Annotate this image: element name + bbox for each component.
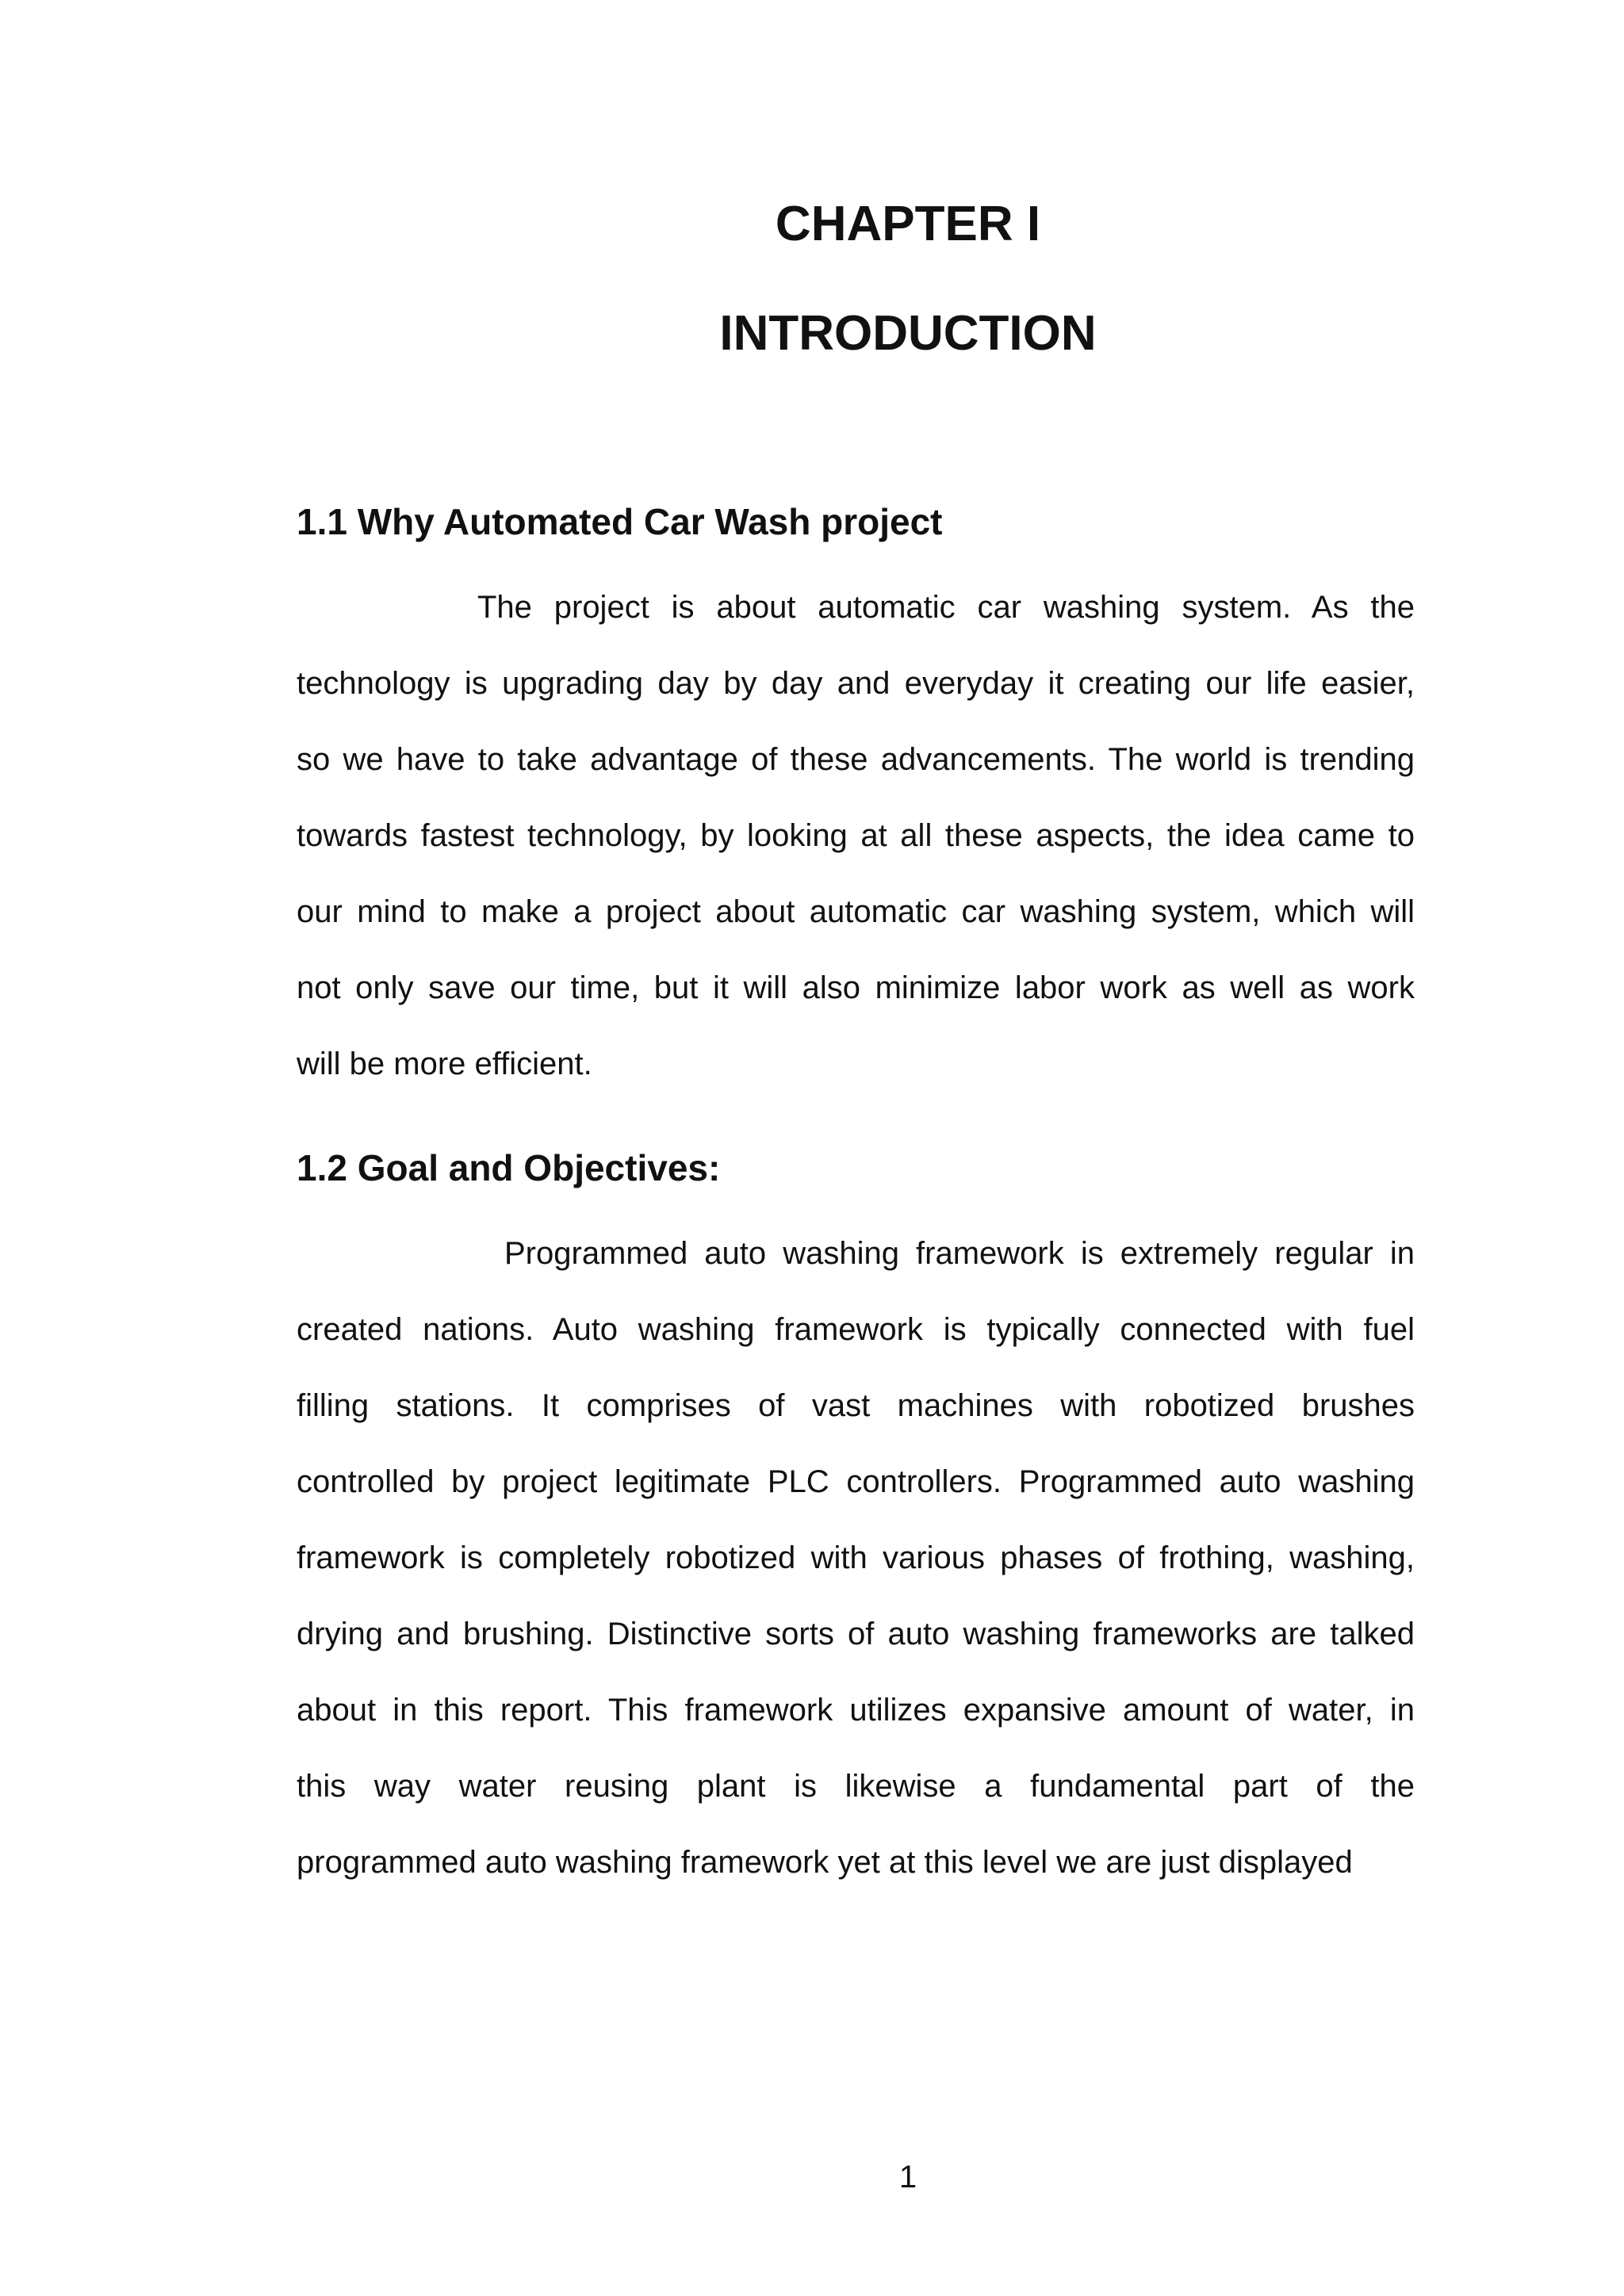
paragraph-line: towards fastest technology, by looking at all these aspects, the idea came to xyxy=(297,818,1415,853)
paragraph-line: our mind to make a project about automatic car washing system, which will xyxy=(297,894,1415,929)
paragraph-line: filling stations. It comprises of vast machines with robotized brushes xyxy=(297,1388,1415,1423)
paragraph-line: about in this report. This framework utilizes expansive amount of water, in xyxy=(297,1693,1415,1728)
paragraph-line: framework is completely robotized with various phases of frothing, washing, xyxy=(297,1540,1415,1575)
paragraph-line: so we have to take advantage of these advancements. The world is trending xyxy=(297,742,1415,777)
chapter-title: INTRODUCTION xyxy=(719,306,1097,361)
paragraph-line: this way water reusing plant is likewise a fundamental part of the xyxy=(297,1769,1415,1804)
paragraph-line: will be more efficient. xyxy=(297,1047,592,1081)
page-number: 1 xyxy=(898,2160,917,2195)
section-heading-1-2: 1.2 Goal and Objectives: xyxy=(297,1147,721,1188)
chapter-number: CHAPTER I xyxy=(775,197,1041,251)
paragraph-line: drying and brushing. Distinctive sorts of auto washing frameworks are talked xyxy=(297,1617,1415,1651)
paragraph-line: controlled by project legitimate PLC controllers. Programmed auto washing xyxy=(297,1464,1415,1499)
paragraph-line: The project is about automatic car washing system. As the xyxy=(477,590,1415,625)
paragraph-line: programmed auto washing framework yet at this level we are just displayed xyxy=(297,1845,1353,1880)
paragraph-line: technology is upgrading day by day and everyday it creating our life easier, xyxy=(297,666,1415,701)
section-heading-1-1: 1.1 Why Automated Car Wash project xyxy=(297,501,943,542)
paragraph-line: Programmed auto washing framework is extremely regular in xyxy=(504,1236,1415,1271)
paragraph-line: created nations. Auto washing framework is typically connected with fuel xyxy=(297,1312,1415,1347)
paragraph-line: not only save our time, but it will also minimize labor work as well as work xyxy=(297,970,1415,1005)
